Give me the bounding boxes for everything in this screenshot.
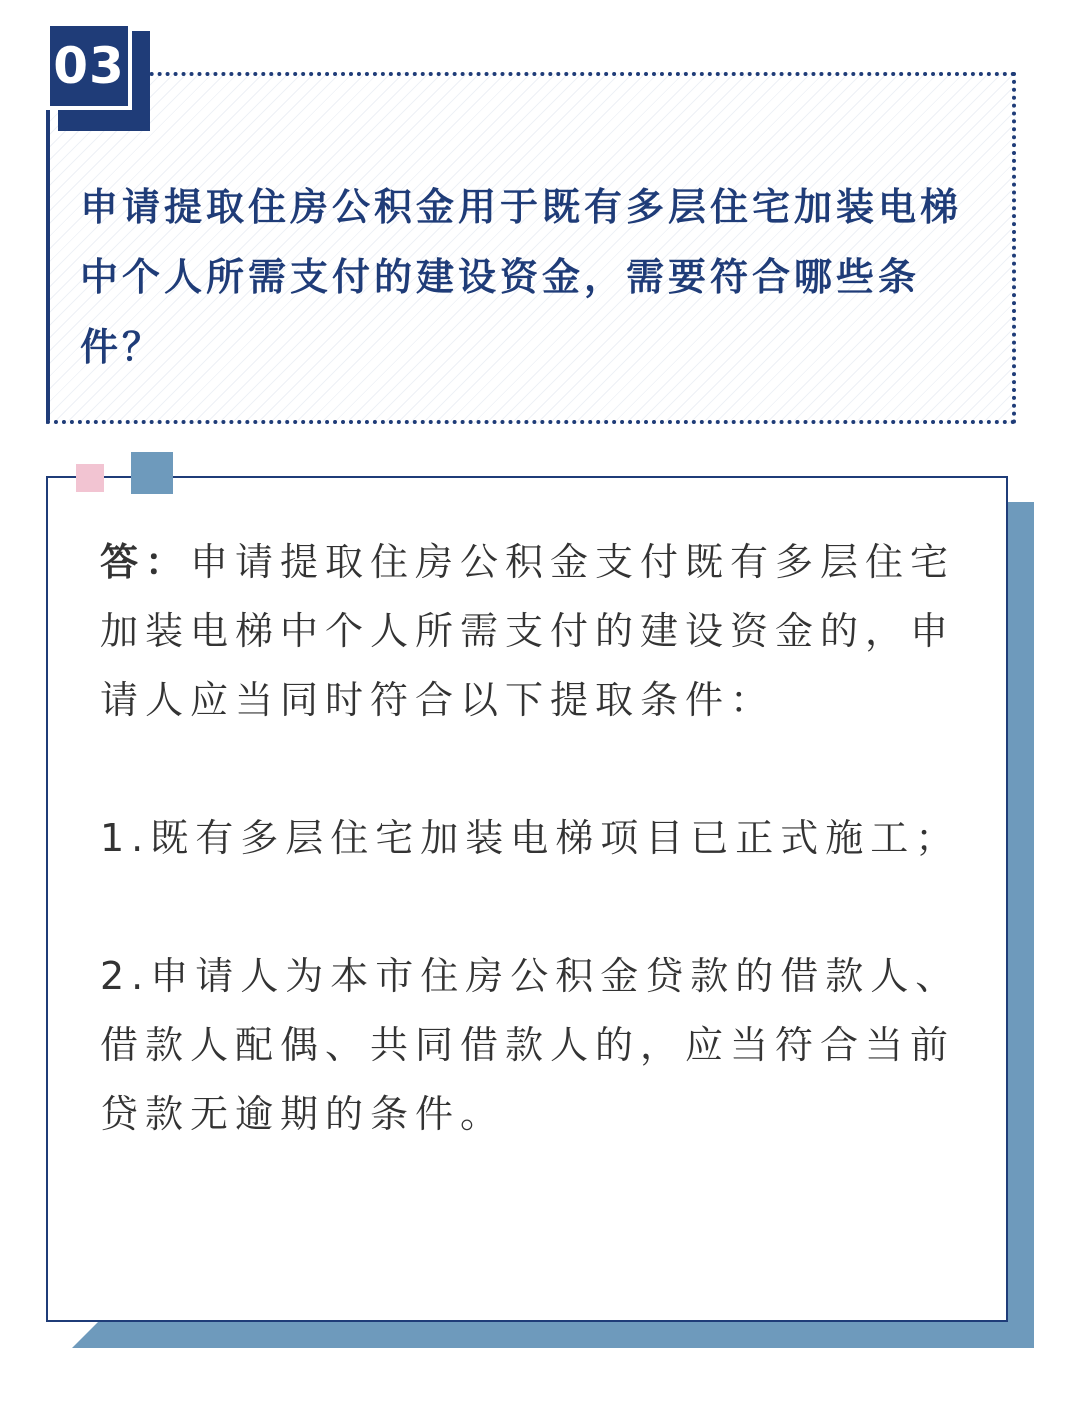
decor-square-pink — [76, 464, 104, 492]
answer-intro-paragraph — [100, 528, 980, 735]
decor-square-blue — [131, 452, 173, 494]
question-text: 申请提取住房公积金用于既有多层住宅加装电梯中个人所需支付的建设资金，需要符合哪些条件？ — [80, 185, 963, 369]
answer-content — [100, 528, 980, 1149]
answer-label: 答： — [100, 540, 191, 584]
answer-item-2: 2.申请人为本市住房公积金贷款的借款人、借款人配偶、共同借款人的，应当符合当前贷款无逾期的条件。 — [100, 954, 961, 1136]
answer-intro: 申请提取住房公积金支付既有多层住宅加装电梯中个人所需支付的建设资金的，申请人应当同时符合以下提取条件： — [100, 540, 956, 722]
answer-item-1: 1.既有多层住宅加装电梯项目已正式施工； — [100, 816, 961, 860]
question-number-badge: 03 — [46, 22, 132, 110]
